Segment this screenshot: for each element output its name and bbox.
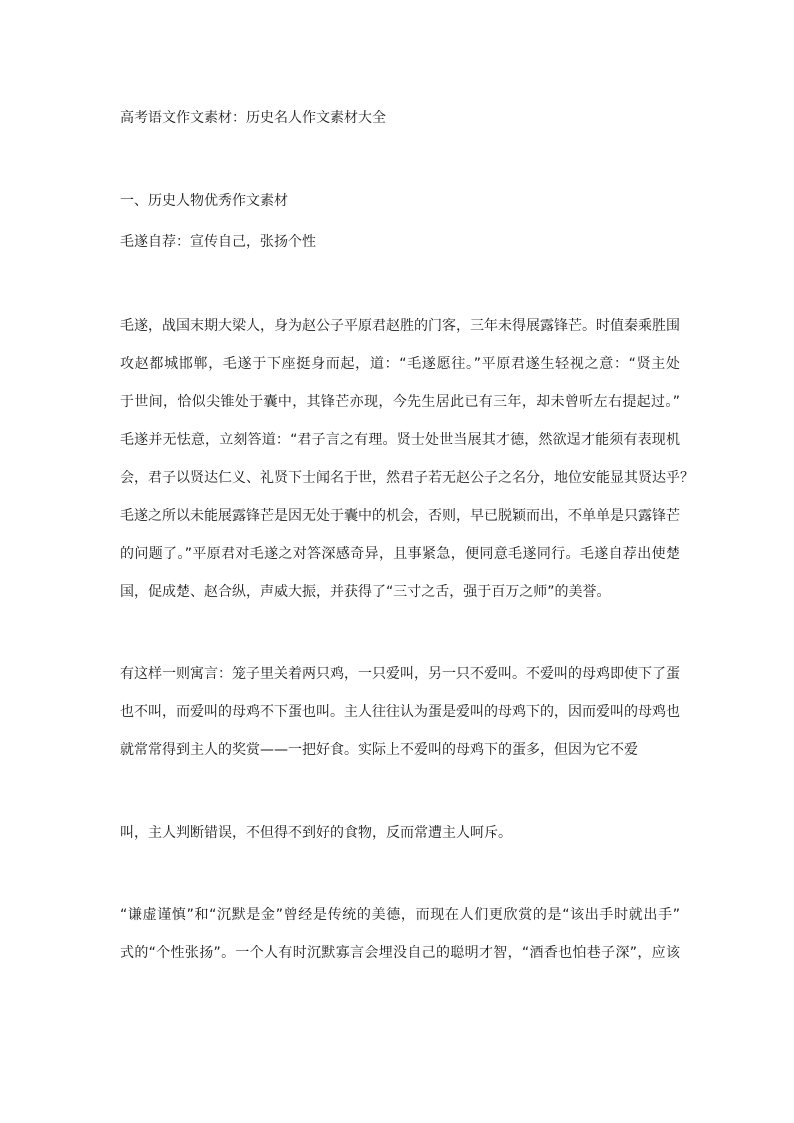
paragraph-line: 于世间，恰似尖锥处于囊中，其锋芒亦现，今先生居此已有三年，却未曾听左右提起过。” — [120, 394, 680, 410]
paragraph-line: 毛遂并无怯意，立刻答道：“君子言之有理。贤士处世当展其才德，然欲逞才能须有表现机 — [120, 432, 680, 448]
paragraph-line: 会，君子以贤达仁义、礼贤下士闻名于世，然君子若无赵公子之名分，地位安能显其贤达乎？ — [120, 470, 694, 486]
paragraph-line: 的问题了。”平原君对毛遂之对答深感奇异，且事紧急，便同意毛遂同行。毛遂自荐出使楚 — [120, 546, 680, 562]
paragraph-line: “谦虚谨慎”和“沉默是金”曾经是传统的美德，而现在人们更欣赏的是“该出手时就出手” — [120, 907, 680, 923]
paragraph-line: 攻赵都城邯郸，毛遂于下座挺身而起，道：“毛遂愿往。”平原君遂生轻视之意：“贤主处 — [120, 356, 680, 372]
paragraph-line: 式的“个性张扬”。一个人有时沉默寡言会埋没自己的聪明才智，“酒香也怕巷子深”，应该 — [120, 945, 680, 961]
document-title: 高考语文作文素材：历史名人作文素材大全 — [120, 110, 386, 126]
paragraph-line: 也不叫，而爱叫的母鸡不下蛋也叫。主人往往认为蛋是爱叫的母鸡下的，因而爱叫的母鸡也 — [120, 704, 680, 720]
paragraph-line: 就常常得到主人的奖赏——一把好食。实际上不爱叫的母鸡下的蛋多，但因为它不爱 — [120, 742, 638, 758]
paragraph-line: 有这样一则寓言：笼子里关着两只鸡，一只爱叫，另一只不爱叫。不爱叫的母鸡即使下了蛋 — [120, 666, 680, 682]
paragraph-line: 毛遂之所以未能展露锋芒是因无处于囊中的机会，否则，早已脱颖而出，不单单是只露锋芒 — [120, 508, 680, 524]
section-heading: 一、历史人物优秀作文素材 — [120, 193, 288, 209]
paragraph-line: 毛遂，战国末期大梁人，身为赵公子平原君赵胜的门客，三年未得展露锋芒。时值秦乘胜围 — [120, 318, 680, 334]
subheading: 毛遂自荐：宣传自己，张扬个性 — [120, 234, 316, 250]
paragraph-line: 叫，主人判断错误，不但得不到好的食物，反而常遭主人呵斥。 — [120, 825, 512, 841]
paragraph-line: 国，促成楚、赵合纵，声威大振，并获得了“三寸之舌，强于百万之师”的美誉。 — [120, 584, 611, 600]
